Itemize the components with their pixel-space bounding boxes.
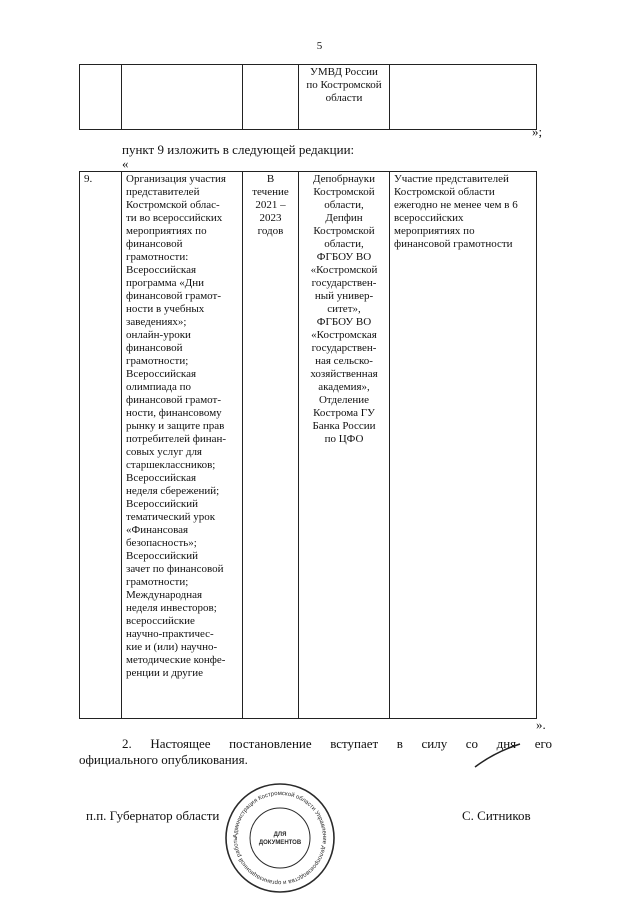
activity-line: Всероссийская [126, 472, 197, 484]
executor-line: ный универ- [314, 290, 374, 302]
activity-line: старшеклассников; [126, 459, 216, 471]
activity-line: потребителей финан- [126, 433, 227, 445]
activity-line: ности в учебных [126, 303, 205, 315]
executor-line: области, [324, 238, 364, 250]
activity-line: Костромской облас- [126, 199, 220, 211]
activity-line: научно-практичес- [126, 628, 214, 640]
closing-quote-2: ». [536, 717, 546, 732]
activity-line: Организация участия [126, 173, 226, 185]
executor-line: ная сельско- [315, 355, 373, 367]
term-line: 2023 [259, 212, 282, 224]
svg-text:ДЛЯ: ДЛЯ [273, 832, 287, 838]
activity-line: грамотности: [126, 251, 189, 263]
activity-line: грамотности; [126, 576, 189, 588]
executor-line: хозяйственная [310, 368, 378, 380]
executor-cell: УМВД России по Костромской области [299, 65, 390, 130]
executor-line: Отделение [318, 394, 370, 406]
activity-line: рынку и защите прав [126, 420, 225, 432]
executor-line: Депфин [325, 212, 363, 224]
activity-line: ности, финансовому [126, 407, 222, 419]
activity-line: ренции и другие [126, 667, 204, 679]
signer-name: С. Ситников [462, 808, 531, 823]
term-line: течение [252, 186, 289, 198]
intro-text: пункт 9 изложить в следующей редакции: [122, 142, 355, 157]
result-line: мероприятиях по [394, 225, 475, 237]
executor-line: ФГБОУ ВО [316, 316, 372, 328]
executor-line: Депобрнауки [313, 173, 375, 185]
executor-line: по ЦФО [324, 433, 364, 445]
activity-line: заведениях»; [126, 316, 187, 328]
table-row [80, 172, 537, 719]
activity-line: неделя инвесторов; [126, 602, 217, 614]
activity-line: Всероссийская [126, 264, 197, 276]
activity-line: «Финансовая [126, 524, 189, 536]
result-line: Костромской области [394, 186, 495, 198]
table-cell [122, 65, 243, 130]
result-line: всероссийских [394, 212, 464, 224]
activity-line: олимпиада по [126, 381, 191, 393]
executor-line: области, [324, 199, 364, 211]
stamp-center-text: ДОКУМЕНТОВ [258, 840, 302, 846]
row-number: 9. [80, 172, 122, 719]
executors-cell [299, 172, 390, 719]
activity-line: онлайн-уроки [126, 329, 191, 341]
activity-line: грамотности; [126, 355, 189, 367]
main-table [79, 171, 537, 719]
executor-line: академия», [318, 381, 370, 393]
paragraph-2-line2: официального опубликования. [79, 752, 248, 767]
activity-line: финансовой [126, 238, 183, 250]
executor-line: «Костромская [311, 329, 377, 341]
activity-line: методические конфе- [126, 654, 226, 666]
activity-line: представителей [126, 186, 200, 198]
executor-line: государствен- [311, 342, 377, 354]
executor-line: ФГБОУ ВО [316, 251, 372, 263]
activity-line: финансовой [126, 342, 183, 354]
activity-line: совых услуг для [126, 446, 202, 458]
table-row [80, 65, 537, 130]
activity-line: всероссийские [126, 615, 195, 627]
activity-line: Международная [126, 589, 203, 601]
page-number: 5 [316, 40, 323, 52]
activity-line: Всероссийская [126, 368, 197, 380]
top-table-fragment [79, 64, 537, 130]
executor-line: ситет», [327, 303, 361, 315]
table-cell [80, 65, 122, 130]
result-cell [390, 172, 537, 719]
term-line: годов [257, 225, 284, 237]
activity-line: зачет по финансовой [126, 563, 224, 575]
executor-line: Кострома ГУ [313, 407, 375, 419]
term-line: 2021 – [255, 199, 286, 211]
paragraph-2-line1: 2. Настоящее постановление вступает в силу со дня его [122, 736, 552, 751]
activity-line: тематический урок [126, 511, 216, 523]
term-line: В [266, 173, 275, 185]
activity-cell [122, 172, 243, 719]
activity-line: неделя сбережений; [126, 485, 220, 497]
table-cell [390, 65, 537, 130]
executor-line: Костромской [313, 186, 375, 198]
signature-mark [470, 742, 530, 772]
result-line: ежегодно не менее чем в 6 [394, 199, 518, 211]
executor-line: Костромской [313, 225, 375, 237]
table-cell [243, 65, 299, 130]
activity-line: мероприятиях по [126, 225, 207, 237]
activity-line: Всероссийский [126, 498, 199, 510]
executor-line: Банка России [312, 420, 376, 432]
result-line: Участие представителей [394, 173, 509, 185]
closing-quote: »; [532, 124, 543, 139]
activity-line: финансовой грамот- [126, 394, 221, 406]
executor-line: государствен- [311, 277, 377, 289]
activity-line: кие и (или) научно- [126, 641, 218, 653]
activity-line: Всероссийский [126, 550, 199, 562]
executor-line: «Костромской [310, 264, 378, 276]
stamp-ring-text: Администрация Костромской области Управление делопроизводства и организационной работы [232, 790, 328, 886]
activity-line: ти во всероссийских [126, 212, 223, 224]
official-stamp [224, 782, 336, 894]
activity-line: программа «Дни [126, 277, 205, 289]
result-line: финансовой грамотности [394, 238, 513, 250]
activity-line: безопасность»; [126, 537, 197, 549]
term-cell [243, 172, 299, 719]
signer-title: п.п. Губернатор области [86, 808, 220, 823]
opening-quote: « [122, 156, 129, 171]
activity-line: финансовой грамот- [126, 290, 221, 302]
